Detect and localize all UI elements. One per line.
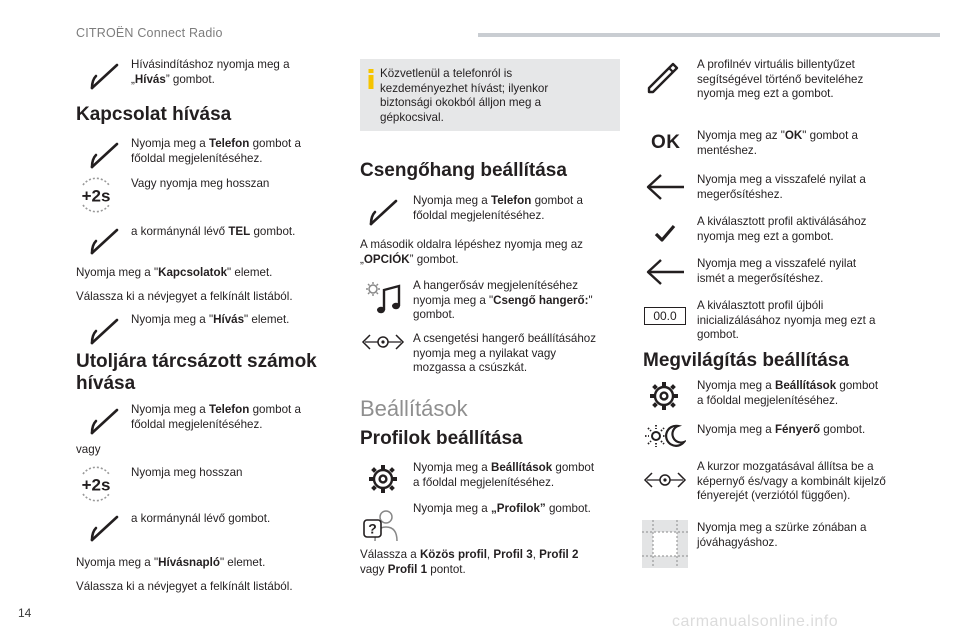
recent-step-4: Nyomja meg a "Hívásnapló" elemet. (76, 556, 266, 569)
light-step-1: Nyomja meg a Beállítások gombot a főoldal megjelenítéséhez. (697, 379, 879, 407)
call-step-5: Válassza ki a névjegyet a felkínált listából. (76, 290, 293, 303)
press-icon (88, 223, 122, 257)
heading-recent-calls: Utoljára tárcsázott számok hívása (76, 351, 317, 394)
ring-step-3: A hangerősáv megjelenítéséhez nyomja meg a "Csengő hangerő:" gombot. (413, 279, 593, 322)
back-step-2: Nyomja meg a visszafelé nyilat ismét a megerősítéshez. (697, 257, 857, 285)
keyboard-step: A profilnév virtuális billentyűzet segítségével történő beviteléhez nyomja meg ezt a gombot. (697, 58, 864, 101)
grey-zone-icon (642, 520, 688, 568)
call-step-4: Nyomja meg a "Kapcsolatok" elemet. (76, 266, 273, 279)
profile-step-3: Válassza a Közös profil, Profil 3, Profil 2 vagy Profil 1 pontot. (360, 548, 579, 576)
ok-icon: OK (651, 132, 681, 153)
heading-call-contact: Kapcsolat hívása (76, 104, 232, 125)
heading-profiles: Profilok beállítása (360, 428, 523, 449)
long-press-2s-icon (74, 177, 118, 213)
info-text: Közvetlenül a telefonról is kezdeményezhet hívást; ilyenkor biztonsági okokból álljon meg a gépkocsival. (380, 67, 549, 124)
ring-step-4: A csengetési hangerő beállításához nyomja meg a nyilakat vagy mozgassa a csúszkát. (413, 332, 597, 375)
recent-step-3: a kormánynál lévő gombot. (131, 512, 271, 525)
call-step-1: Nyomja meg a Telefon gombot a főoldal megjelenítéséhez. (131, 137, 301, 165)
heading-settings: Beállítások (360, 396, 468, 421)
pencil-icon (645, 58, 683, 96)
ring-step-2: A második oldalra lépéshez nyomja meg az „OPCIÓK” gombot. (360, 238, 583, 266)
slider-icon (361, 332, 405, 352)
reset-step: A kiválasztott profil újbóli inicializálásához nyomja meg ezt a gombot. (697, 299, 876, 342)
call-step-3: a kormánynál lévő TEL gombot. (131, 225, 296, 238)
profile-step-2: Nyomja meg a „Profilok” gombot. (413, 502, 591, 515)
header-brand: CITROËN Connect Radio (76, 26, 223, 40)
press-icon (367, 194, 401, 228)
back-step-1: Nyomja meg a visszafelé nyilat a megerősítéshez. (697, 173, 866, 201)
header-rule (478, 33, 940, 37)
checkmark-icon (654, 223, 676, 243)
recent-step-1: Nyomja meg a Telefon gombot a főoldal megjelenítéséhez. (131, 403, 301, 431)
ring-step-1: Nyomja meg a Telefon gombot a főoldal megjelenítéséhez. (413, 194, 583, 222)
light-step-3: A kurzor mozgatásával állítsa be a képernyő és/vagy a kombinált kijelző fényerejét (verziótól függően). (697, 460, 886, 503)
press-icon (88, 403, 122, 437)
recent-step-5: Válassza ki a névjegyet a felkínált listából. (76, 580, 293, 593)
recent-or: vagy (76, 443, 101, 456)
back-arrow-icon (644, 171, 686, 203)
recent-step-2: Nyomja meg hosszan (131, 466, 243, 479)
gear-icon (366, 462, 400, 496)
press-icon (88, 313, 122, 347)
light-step-4: Nyomja meg a szürke zónában a jóváhagyáshoz. (697, 521, 867, 549)
info-icon (367, 69, 375, 89)
activate-step: A kiválasztott profil aktiválásához nyomja meg ezt a gombot. (697, 215, 867, 243)
ok-step: Nyomja meg az "OK" gombot a mentéshez. (697, 129, 858, 157)
back-arrow-icon (644, 256, 686, 288)
light-step-2: Nyomja meg a Fényerő gombot. (697, 423, 866, 436)
page-number: 14 (18, 606, 32, 620)
press-icon (88, 137, 122, 171)
svg-text:+2s: +2s (81, 186, 111, 206)
svg-text:+2s: +2s (81, 475, 111, 495)
music-note-icon (365, 280, 405, 318)
heading-ringtone: Csengőhang beállítása (360, 160, 567, 181)
info-box (360, 59, 620, 131)
reset-00-icon: 00.0 (644, 307, 686, 325)
profile-help-icon (361, 508, 401, 542)
profile-step-1: Nyomja meg a Beállítások gombot a főoldal megjelenítéséhez. (413, 461, 595, 489)
slider-icon (643, 470, 687, 490)
intro-text: Hívásindításhoz nyomja meg a „Hívás” gombot. (131, 58, 290, 86)
heading-lighting: Megvilágítás beállítása (643, 350, 849, 371)
brightness-icon (644, 423, 686, 449)
svg-text:?: ? (368, 520, 377, 537)
watermark: carmanualsonline.info (672, 613, 839, 630)
call-step-6: Nyomja meg a "Hívás" elemet. (131, 313, 290, 326)
call-step-2: Vagy nyomja meg hosszan (131, 177, 270, 190)
long-press-2s-icon (74, 466, 118, 502)
press-icon (88, 510, 122, 544)
gear-icon (647, 379, 681, 413)
press-icon (88, 58, 122, 92)
